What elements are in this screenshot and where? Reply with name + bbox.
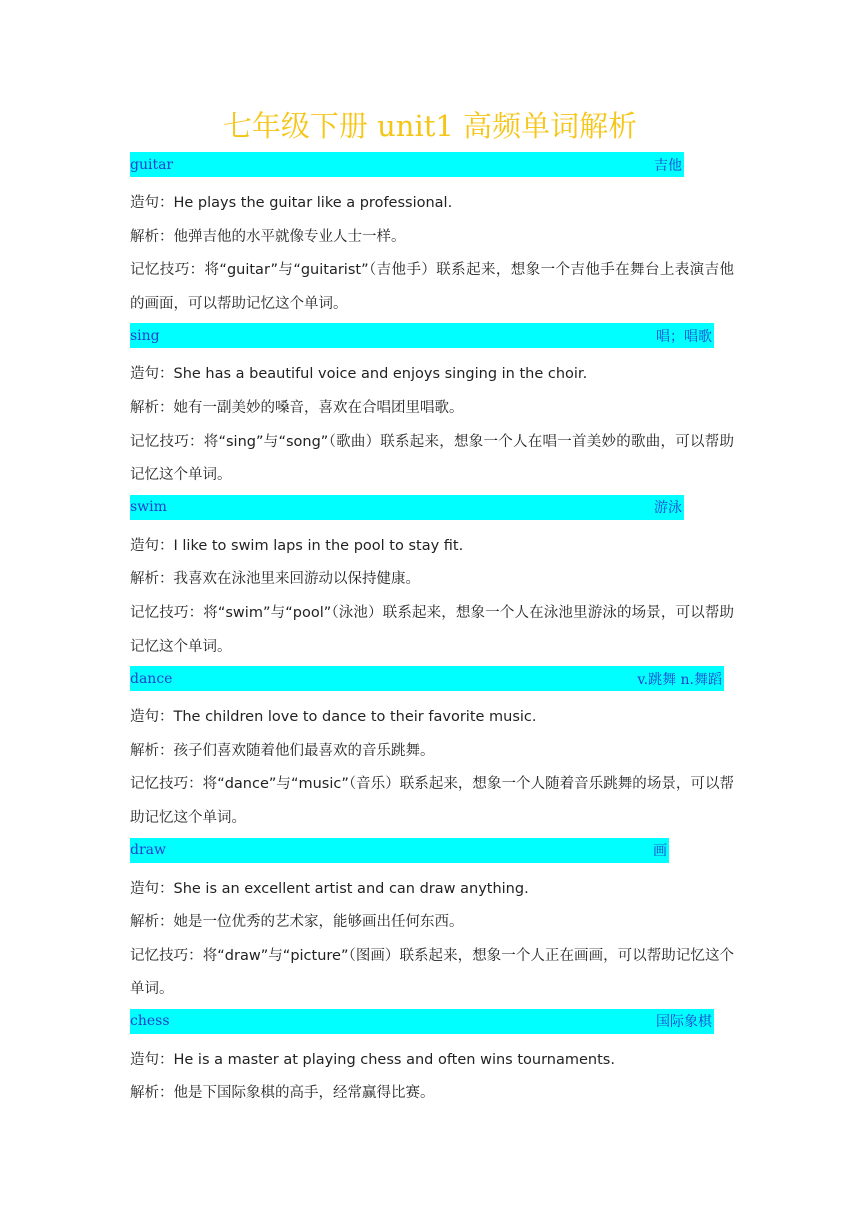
word-header — [130, 666, 724, 691]
word-header — [130, 495, 684, 520]
word-meaning: 吉他 — [654, 157, 682, 174]
analysis-text: 解析：他弹吉他的水平就像专业人士一样。 — [130, 228, 406, 245]
word-header — [130, 152, 684, 177]
analysis-text: 解析：她有一副美妙的嗓音，喜欢在合唱团里唱歌。 — [130, 399, 464, 416]
word-term: chess — [130, 1013, 170, 1030]
vocabulary-list — [130, 152, 734, 1113]
vocab-entry-draw — [130, 838, 734, 1007]
example-sentence: 造句：She is an excellent artist and can draw anything. — [130, 880, 529, 897]
analysis-text: 解析：她是一位优秀的艺术家，能够画出任何东西。 — [130, 914, 464, 931]
word-term: guitar — [130, 156, 174, 173]
memory-tip: 记忆技巧：将“dance”与“music”（音乐）联系起来，想象一个人随着音乐跳舞的场景，可以帮助记忆这个单词。 — [130, 776, 734, 826]
word-meaning: 国际象棋 — [656, 1014, 712, 1031]
analysis-text: 解析：他是下国际象棋的高手，经常赢得比赛。 — [130, 1085, 435, 1102]
example-sentence: 造句：He plays the guitar like a professional. — [130, 195, 453, 211]
page-title: 七年级下册 unit1 高频单词解析 — [222, 109, 638, 143]
analysis-text: 解析：孩子们喜欢随着他们最喜欢的音乐跳舞。 — [130, 742, 435, 759]
vocab-entry-chess — [130, 1009, 734, 1111]
memory-tip: 记忆技巧：将“swim”与“pool”（泳池）联系起来，想象一个人在泳池里游泳的场景，可以帮助记忆这个单词。 — [130, 604, 734, 655]
memory-tip: 记忆技巧：将“guitar”与“guitarist”（吉他手）联系起来，想象一个吉他手在舞台上表演吉他的画面，可以帮助记忆这个单词。 — [130, 262, 734, 312]
example-sentence: 造句：The children love to dance to their favorite music. — [130, 709, 537, 726]
word-term: swim — [130, 499, 167, 516]
vocab-entry-dance — [130, 666, 734, 835]
word-header — [130, 838, 669, 863]
word-meaning: v.跳舞 n.舞蹈 — [637, 671, 722, 688]
word-term: draw — [130, 842, 166, 858]
vocab-entry-sing — [130, 323, 734, 492]
memory-tip: 记忆技巧：将“draw”与“picture”（图画）联系起来，想象一个人正在画画，可以帮助记忆这个单词。 — [130, 947, 734, 998]
word-term: dance — [130, 670, 173, 687]
vocab-entry-guitar — [130, 152, 734, 321]
word-meaning: 游泳 — [654, 500, 682, 517]
example-sentence: 造句：He is a master at playing chess and often wins tournaments. — [130, 1051, 615, 1068]
vocab-entry-swim — [130, 495, 734, 664]
word-meaning: 画 — [653, 843, 667, 859]
word-meaning: 唱；唱歌 — [656, 328, 712, 345]
word-header — [130, 323, 714, 348]
analysis-text: 解析：我喜欢在泳池里来回游动以保持健康。 — [130, 571, 420, 588]
example-sentence: 造句：She has a beautiful voice and enjoys singing in the choir. — [130, 366, 588, 383]
memory-tip: 记忆技巧：将“sing”与“song”（歌曲）联系起来，想象一个人在唱一首美妙的歌曲，可以帮助记忆这个单词。 — [130, 433, 734, 484]
example-sentence: 造句：I like to swim laps in the pool to stay fit. — [130, 537, 464, 554]
word-header — [130, 1009, 714, 1034]
word-term: sing — [130, 327, 160, 344]
